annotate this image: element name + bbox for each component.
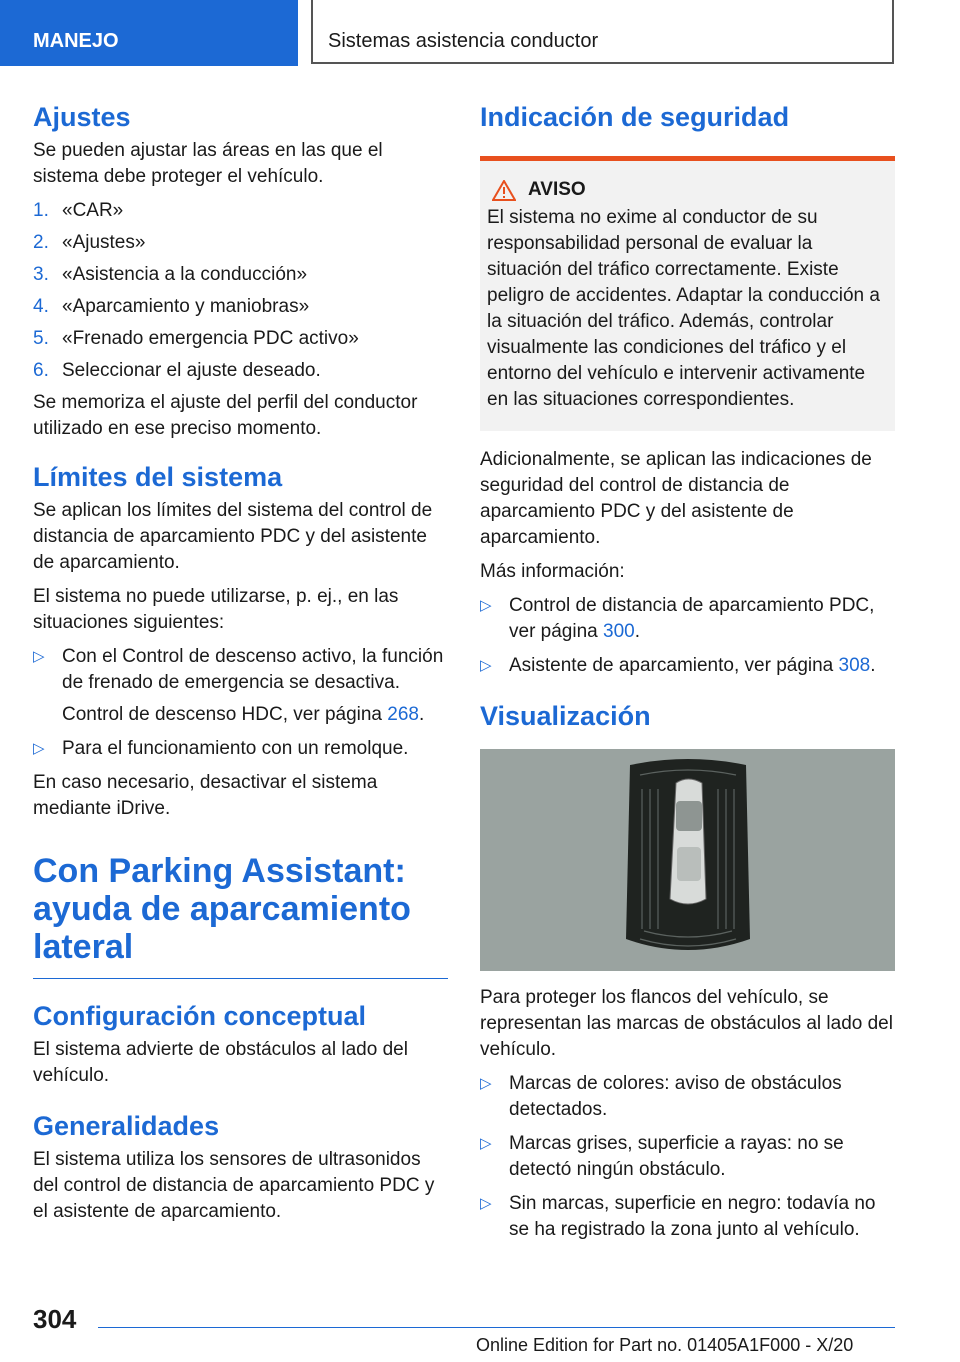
chapter-header <box>311 0 894 64</box>
visualizacion-list <box>480 1071 895 1243</box>
ajustes-intro: Se pueden ajustar las áreas en las que el sistema debe proteger el vehículo. <box>33 140 383 187</box>
heading-seguridad: Indicación de seguridad <box>480 102 790 132</box>
step-text: «Ajustes» <box>62 232 146 253</box>
seguridad-list <box>480 593 895 679</box>
limites-p2: El sistema no puede utilizarse, p. ej., en las situaciones siguientes: <box>33 586 399 633</box>
warning-title: AVISO <box>492 179 887 201</box>
footer-divider <box>98 1327 895 1328</box>
step-item <box>33 294 448 320</box>
step-item <box>33 262 448 288</box>
triangle-bullet-icon: ▷ <box>480 1195 492 1212</box>
limites-p3: En caso necesario, desactivar el sistema mediante iDrive. <box>33 772 378 819</box>
triangle-bullet-icon: ▷ <box>33 648 45 665</box>
limites-list <box>33 644 448 762</box>
page-number: 304 <box>33 1304 77 1334</box>
step-number: 1. <box>33 200 49 221</box>
section-label: MANEJO <box>33 30 119 52</box>
left-column <box>33 100 448 1233</box>
seguridad-p1: Adicionalmente, se aplican las indicaciones de seguridad del control de distancia de aparcamiento PDC y del asistente de aparcamiento. <box>480 449 872 548</box>
list-item: ▷ Control de distancia de aparcamiento PDC, ver página 300. <box>480 593 895 645</box>
limites-p1: Se aplican los límites del sistema del control de distancia de aparcamiento PDC y del asistente de aparcamiento. <box>33 500 433 573</box>
heading-general: Generalidades <box>33 1111 220 1141</box>
triangle-bullet-icon: ▷ <box>33 740 45 757</box>
triangle-bullet-icon: ▷ <box>480 1075 492 1092</box>
list-item: ▷ Marcas grises, superficie a rayas: no se detectó ningún obstáculo. <box>480 1131 895 1183</box>
warning-box <box>480 156 895 431</box>
step-number: 3. <box>33 264 49 285</box>
page-link-300[interactable]: 300 <box>603 621 635 642</box>
heading-visualizacion: Visualización <box>480 701 651 731</box>
list-item: ▷ Para el funcionamiento con un remolque. <box>33 736 448 762</box>
step-item <box>33 198 448 224</box>
step-text: «Frenado emergencia PDC activo» <box>62 328 359 349</box>
main-title: Con Parking Assistant: ayuda de aparcamiento lateral <box>33 852 411 966</box>
step-text: «Aparcamiento y maniobras» <box>62 296 310 317</box>
step-number: 2. <box>33 232 49 253</box>
ajustes-note: Se memoriza el ajuste del perfil del conductor utilizado en ese preciso momento. <box>33 392 418 439</box>
right-column <box>480 100 895 1251</box>
section-tab <box>0 0 298 66</box>
step-item <box>33 230 448 256</box>
heading-config: Configuración conceptual <box>33 1001 367 1031</box>
list-item: ▷ Asistente de aparcamiento, ver página 308. <box>480 653 895 679</box>
step-number: 5. <box>33 328 49 349</box>
list-item: ▷ Sin marcas, superficie en negro: todavía no se ha registrado la zona junto al vehículo. <box>480 1191 895 1243</box>
visualizacion-p1: Para proteger los flancos del vehículo, se representan las marcas de obstáculos al lado del vehículo. <box>480 987 893 1060</box>
step-text: «Asistencia a la conducción» <box>62 264 308 285</box>
step-item <box>33 326 448 352</box>
side-view-illustration <box>480 749 895 971</box>
edition-note: Online Edition for Part no. 01405A1F000 - X/20 <box>476 1335 854 1355</box>
step-item <box>33 358 448 384</box>
step-number: 4. <box>33 296 49 317</box>
chapter-label: Sistemas asistencia conductor <box>328 30 599 52</box>
page-link-308[interactable]: 308 <box>838 655 871 676</box>
triangle-bullet-icon: ▷ <box>480 657 492 674</box>
parking-display-graphic <box>480 749 895 971</box>
step-text: Seleccionar el ajuste deseado. <box>62 360 321 381</box>
heading-ajustes: Ajustes <box>33 102 131 132</box>
ajustes-steps <box>33 198 448 384</box>
list-item: ▷ Marcas de colores: aviso de obstáculos detectados. <box>480 1071 895 1123</box>
seguridad-p2: Más información: <box>480 561 625 582</box>
page-link-268[interactable]: 268 <box>387 704 419 725</box>
warning-text: El sistema no exime al conductor de su responsabilidad personal de evaluar la situación del tráfico correctamente. Existe peligro de accidentes. Adaptar la conducción a la situación del tráfico. Además, controlar visualmente las condiciones del tráfico y el entorno del vehículo e intervenir activamente en las situaciones correspondientes. <box>487 207 880 410</box>
list-item: ▷ Con el Control de descenso activo, la función de frenado de emergencia se desactiva. Control de descenso HDC, ver página 268. <box>33 644 448 728</box>
config-text: El sistema advierte de obstáculos al lado del vehículo. <box>33 1039 408 1086</box>
heading-limites: Límites del sistema <box>33 462 283 492</box>
triangle-bullet-icon: ▷ <box>480 1135 492 1152</box>
triangle-bullet-icon: ▷ <box>480 597 492 614</box>
step-number: 6. <box>33 360 49 381</box>
general-text: El sistema utiliza los sensores de ultrasonidos del control de distancia de aparcamiento PDC y el asistente de aparcamiento. <box>33 1149 435 1222</box>
title-divider <box>33 978 448 979</box>
step-text: «CAR» <box>62 200 124 221</box>
warning-triangle-icon <box>492 180 516 201</box>
